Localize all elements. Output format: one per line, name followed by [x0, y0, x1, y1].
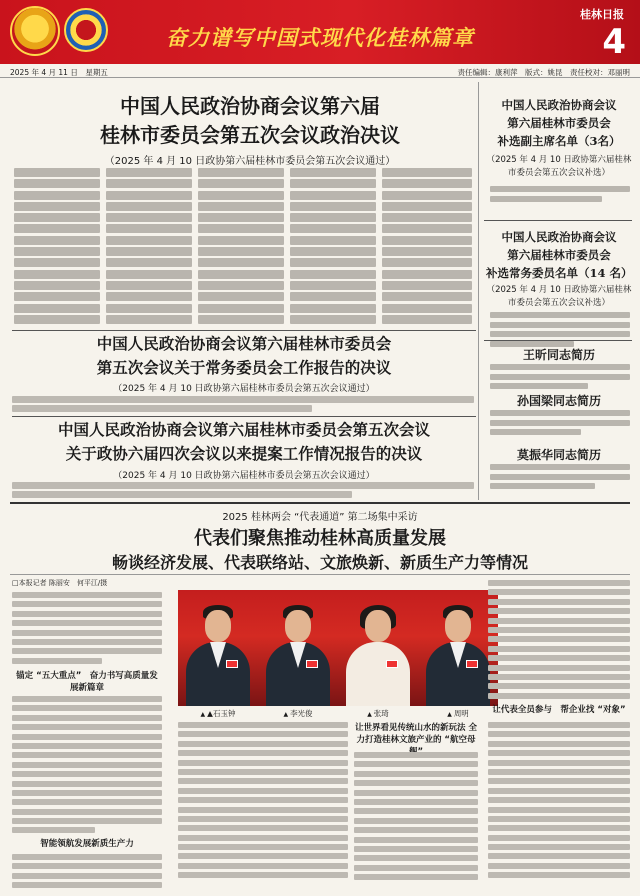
photo-delegate-1: [178, 590, 258, 706]
issue-date: 2025 年 4 月 11 日 星期五: [10, 68, 108, 77]
resolution-title-line2: 桂林市委员会第五次会议政治决议: [100, 123, 400, 147]
editor-credits: 责任编辑：康利萍 版式：姚昆 责任校对：邓丽明: [457, 68, 630, 77]
resolution-headline: [30, 92, 470, 150]
resolution-body-col2: [106, 168, 192, 326]
column-divider: [478, 82, 479, 500]
page-number: 4: [602, 22, 626, 62]
photo-delegate-3: [338, 590, 418, 706]
resolution-subtitle: （2025 年 4 月 10 日政协第六届桂林市委员会第五次会议通过）: [104, 156, 396, 167]
proposal-report-headline: [14, 418, 474, 466]
proposal-report-title-line1: 中国人民政治协商会议第六届桂林市委员会第五次会议: [57, 420, 430, 439]
national-emblem-icon: [10, 6, 60, 56]
feature-subheadline: 畅谈经济发展、代表联络站、文旅焕新、新质生产力等情况: [111, 553, 528, 572]
section3-text: [354, 752, 478, 883]
issue-info-bar: [0, 64, 640, 78]
proposal-report-title-line2: 关于政协六届四次会议以来提案工作情况报告的决议: [65, 444, 423, 463]
work-report-title-line2: 第五次会议关于常务委员会工作报告的决议: [96, 358, 392, 377]
work-report-title-line1: 中国人民政治协商会议第六届桂林市委员会: [96, 334, 392, 353]
bio-title-wangxin: 王昕同志简历: [522, 348, 595, 362]
photo-caption-2: ▲ 李光俊: [258, 708, 338, 719]
chairman-list-title-line3: 补选副主席名单（3名）: [497, 134, 621, 148]
bio-title-mozhenhua: 莫振华同志简历: [516, 448, 601, 462]
right-col-text-1: [488, 580, 630, 702]
paper-name: 桂林日报: [580, 8, 624, 21]
standing-list-title: [486, 228, 632, 282]
banner-slogan: 奋力谱写中国式现代化桂林篇章: [166, 25, 474, 50]
chairman-list-title-line2: 第六届桂林市委员会: [507, 116, 611, 130]
section4-title: 让代表全员参与 帮企业找 “对象”: [492, 705, 626, 715]
divider-work-report: [12, 330, 476, 331]
photo-delegate-2: [258, 590, 338, 706]
masthead-banner: [0, 0, 640, 64]
standing-list-title-line3: 补选常务委员名单（14 名）: [486, 266, 633, 280]
proposal-report-subtitle: （2025 年 4 月 10 日政协第六届桂林市委员会第五次会议通过）: [113, 471, 375, 481]
standing-list-title-line2: 第六届桂林市委员会: [507, 248, 611, 262]
photo-delegate-4: [418, 590, 498, 706]
resolution-body-col1: [14, 168, 100, 326]
right-divider-1: [484, 220, 632, 221]
byline: □本报记者 陈丽安 何平江/摄: [12, 579, 108, 587]
section1-title: 锚定 “五大重点” 奋力书写高质量发展新篇章: [16, 671, 158, 693]
feature-intro-text: [12, 592, 162, 667]
section4-text: [488, 722, 630, 882]
photo-caption-1: ▲ ▲石玉钟: [178, 708, 258, 719]
middle-col-text: [178, 722, 348, 882]
work-report-body-line: [12, 396, 474, 403]
standing-names: [490, 312, 630, 350]
photo-caption-4: ▲ 周明: [418, 708, 498, 719]
chairman-list-subtitle: （2025 年 4 月 10 日政协第六届桂林市委员会第五次会议补选）: [486, 155, 632, 178]
proposal-report-body-line: [12, 491, 352, 498]
resolution-body-col3: [198, 168, 284, 326]
section3-title: 让世界看见传统山水的新玩法 全力打造桂林文旅产业的 “航空母: [355, 723, 477, 745]
bio-text-wangxin: [490, 364, 630, 393]
section2-text: [12, 854, 162, 892]
standing-list-subtitle: （2025 年 4 月 10 日政协第六届桂林市委员会第五次会议补选）: [486, 285, 632, 308]
section1-text: [12, 696, 162, 837]
work-report-body-line: [12, 405, 312, 412]
chairman-names: [490, 186, 630, 205]
chairman-list-title: [486, 96, 632, 150]
bio-title-sunguoliang: 孙国梁同志简历: [516, 394, 601, 408]
work-report-subtitle: （2025 年 4 月 10 日政协第六届桂林市委员会第五次会议通过）: [113, 384, 375, 394]
standing-list-title-line1: 中国人民政治协商会议: [501, 230, 617, 244]
right-divider-2: [484, 340, 632, 341]
feature-headline: 代表们聚焦推动桂林高质量发展: [194, 528, 446, 549]
feature-kicker: 2025 桂林两会 “代表通道” 第二场集中采访: [222, 512, 418, 523]
cppcc-emblem-icon: [64, 8, 108, 52]
resolution-body-col5: [382, 168, 472, 326]
resolution-body-col4: [290, 168, 376, 326]
proposal-report-body-line: [12, 482, 474, 489]
resolution-title-line1: 中国人民政治协商会议第六届: [120, 94, 380, 118]
feature-divider: [10, 574, 630, 575]
bio-text-sunguoliang: [490, 410, 630, 439]
chairman-list-title-line1: 中国人民政治协商会议: [501, 98, 617, 112]
section2-title: 智能领航发展新质生产力: [40, 839, 134, 849]
bio-text-mozhenhua: [490, 464, 630, 493]
work-report-headline: [14, 332, 474, 380]
section-divider: [10, 502, 630, 504]
divider-proposal-report: [12, 416, 476, 417]
photo-caption-3: ▲ 张琦: [338, 708, 418, 719]
